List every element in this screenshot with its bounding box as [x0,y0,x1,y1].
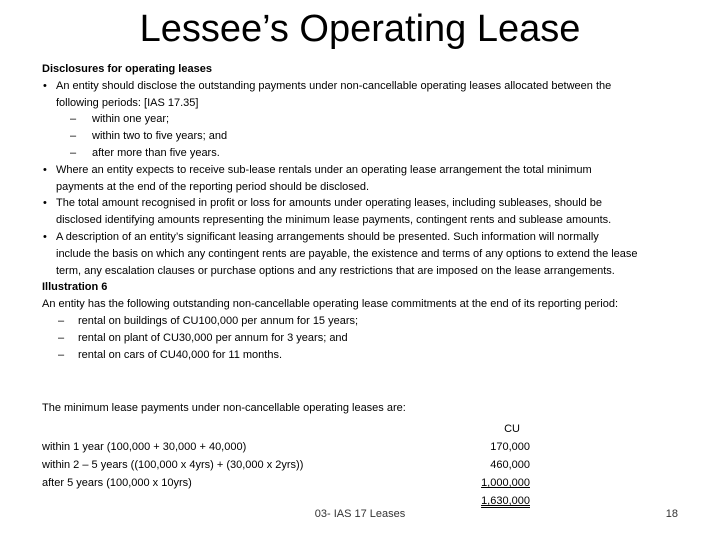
calc-total: 1,630,000 [481,495,530,507]
bullet-4-line-2: include the basis on which any contingent rents are payable, the existence and terms of any options to extend the lease [56,247,638,260]
bullet-icon: • [43,163,47,176]
calc-row-label: within 1 year (100,000 + 30,000 + 40,000) [42,441,247,453]
illustration-item [42,347,694,364]
bullet-3-line-2: disclosed identifying amounts representing the minimum lease payments, contingent rents and sublease amounts. [56,214,612,227]
bullet-text: An entity should disclose the outstanding payments under non-cancellable operating leases allocated between the [56,79,612,92]
dash-icon: – [70,146,77,159]
bullet-text: The total amount recognised in profit or loss for amounts under operating leases, including subleases, should be [56,197,603,210]
bullet-1-line-1 [42,78,694,95]
calc-row-amount: 170,000 [490,441,530,453]
calc-row-label: after 5 years (100,000 x 10yrs) [42,477,192,489]
sub-item-text: within two to five years; and [92,130,228,143]
bullet-text: Where an entity expects to receive sub-lease rentals under an operating lease arrangement the total minimum [56,163,592,176]
bullet-4-line-1 [42,229,694,246]
bullet-icon: • [43,79,47,92]
calc-row-label: within 2 – 5 years ((100,000 x 4yrs) + (30,000 x 2yrs)) [42,459,304,471]
disclosures-heading: Disclosures for operating leases [42,63,212,75]
currency-header-row [42,419,694,439]
sub-item-text: within one year; [92,113,170,126]
sub-item [42,111,694,128]
currency-header: CU [504,423,520,435]
calc-row [42,437,694,457]
illustration-item-text: rental on buildings of CU100,000 per annum for 15 years; [78,314,359,327]
page-number: 18 [665,508,678,520]
bullet-2-line-1 [42,162,694,179]
illustration-item-text: rental on plant of CU30,000 per annum for 3 years; and [78,331,348,344]
bullet-4-line-3: term, any escalation clauses or purchase options and any restrictions that are imposed on the lease arrangements. [56,264,615,277]
bullet-2-line-2: payments at the end of the reporting period should be disclosed. [56,180,370,193]
calc-row-amount: 1,000,000 [481,477,530,489]
sub-item [42,145,694,162]
illustration-heading: Illustration 6 [42,281,108,294]
calc-row-amount: 460,000 [490,459,530,471]
bullet-text: A description of an entity’s significant leasing arrangements should be presented. Such information will normally [56,230,599,243]
slide-footer: 03- IAS 17 Leases [314,508,406,520]
calc-row [42,455,694,475]
dash-icon: – [70,113,77,126]
dash-icon: – [58,314,65,327]
calc-intro: The minimum lease payments under non-cancellable operating leases are: [42,402,406,414]
calc-row [42,473,694,493]
bullet-1-line-2: following periods: [IAS 17.35] [56,96,199,109]
illustration-intro: An entity has the following outstanding non-cancellable operating lease commitments at the end of its reporting period: [42,298,619,311]
slide-title: Lessee’s Operating Lease [139,8,581,50]
illustration-item [42,313,694,330]
dash-icon: – [58,331,65,344]
illustration-item-text: rental on cars of CU40,000 for 11 months. [78,348,283,361]
illustration-item [42,330,694,347]
bullet-icon: • [43,197,47,210]
dash-icon: – [70,130,77,143]
bullet-icon: • [43,230,47,243]
sub-item [42,128,694,145]
dash-icon: – [58,348,65,361]
bullet-3-line-1 [42,195,694,212]
slide-body [42,61,694,363]
sub-item-text: after more than five years. [92,146,220,159]
